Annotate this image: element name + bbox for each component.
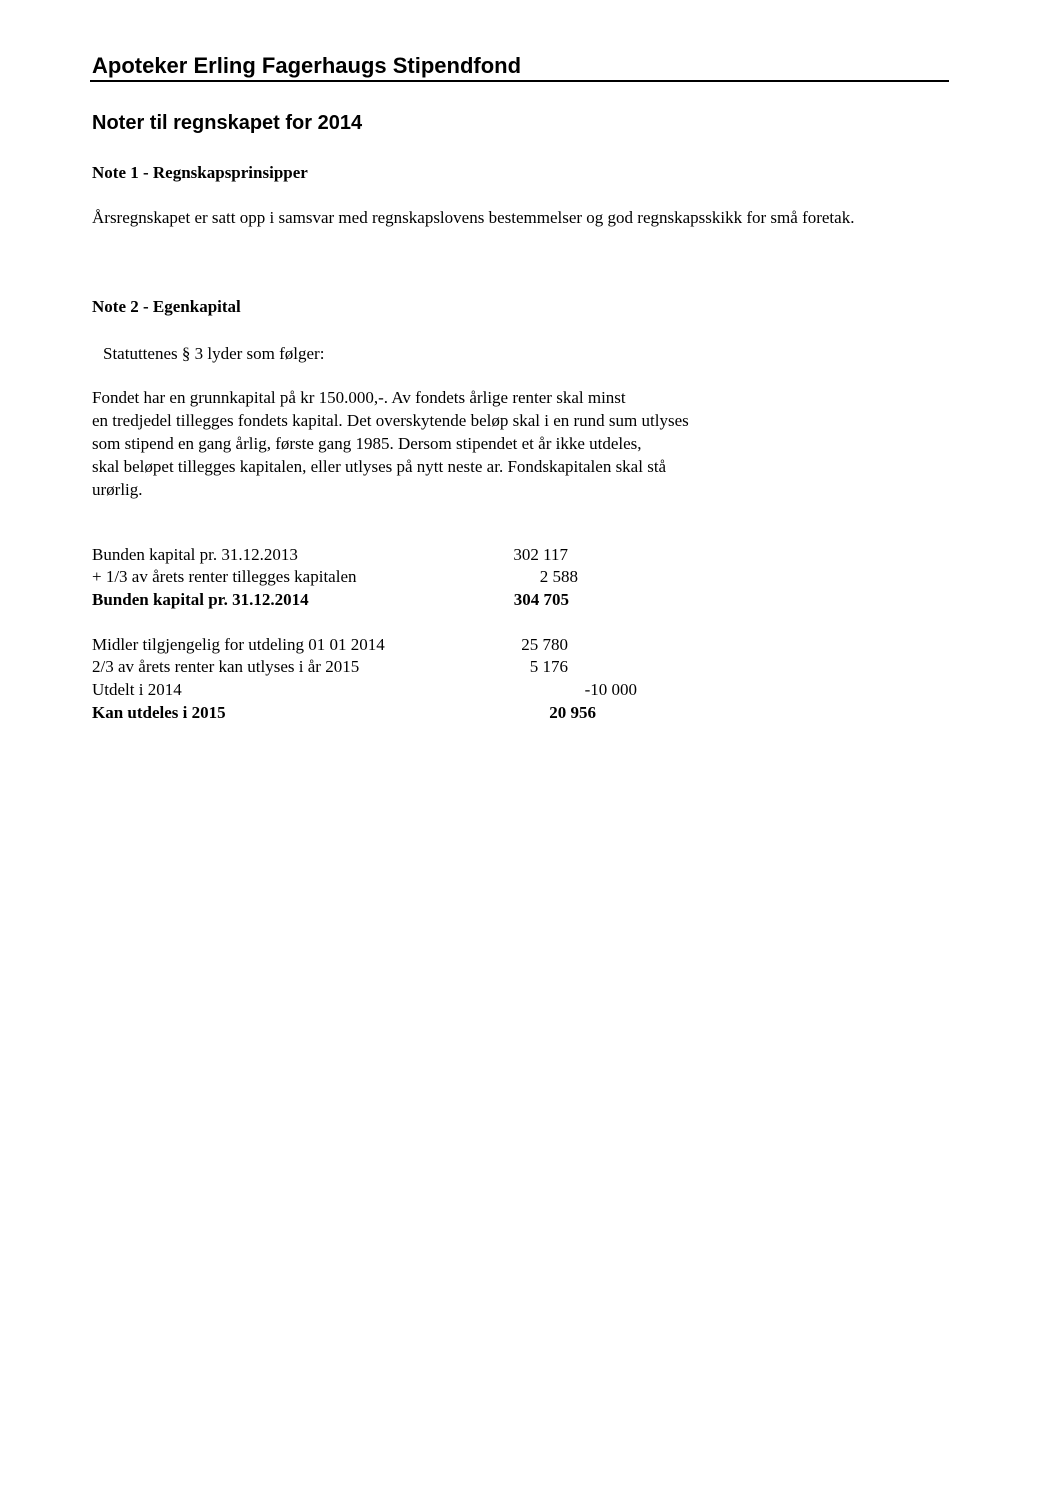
- distribution-row-label: 2/3 av årets renter kan utlyses i år 2015: [92, 657, 360, 676]
- capital-total-value: 304 705: [513, 590, 569, 609]
- distribution-total-value: 20 956: [549, 703, 596, 722]
- distribution-row-label: Midler tilgjengelig for utdeling 01 01 2014: [92, 635, 385, 654]
- capital-row-label: Bunden kapital pr. 31.12.2013: [92, 545, 298, 564]
- statute-line: skal beløpet tillegges kapitalen, eller utlyses på nytt neste ar. Fondskapitalen skal stå: [92, 457, 667, 476]
- note2-heading: Note 2 - Egenkapital: [92, 297, 241, 316]
- organization-title: Apoteker Erling Fagerhaugs Stipendfond: [92, 53, 522, 78]
- statute-line: en tredjedel tillegges fondets kapital. Det overskytende beløp skal i en rund sum utlyses: [92, 411, 689, 430]
- statute-line: Fondet har en grunnkapital på kr 150.000,-. Av fondets årlige renter skal minst: [92, 388, 626, 407]
- capital-row-value: 2 588: [539, 567, 578, 586]
- distribution-row-label: Utdelt i 2014: [92, 680, 182, 699]
- distribution-row-value: 5 176: [529, 657, 568, 676]
- note1-paragraph: Årsregnskapet er satt opp i samsvar med regnskapslovens bestemmelser og god regnskapsskikk for små foretak.: [92, 208, 855, 227]
- distribution-total-label: Kan utdeles i 2015: [92, 703, 226, 722]
- distribution-row-value: -10 000: [584, 680, 637, 699]
- capital-total-label: Bunden kapital pr. 31.12.2014: [92, 590, 309, 609]
- capital-row-value: 302 117: [513, 545, 568, 564]
- statute-line: som stipend en gang årlig, første gang 1985. Dersom stipendet et år ikke utdeles,: [92, 434, 642, 453]
- header-divider: [90, 80, 949, 82]
- page-title: Noter til regnskapet for 2014: [92, 112, 363, 134]
- statute-line: urørlig.: [92, 480, 143, 499]
- capital-row-label: + 1/3 av årets renter tillegges kapitalen: [92, 567, 357, 586]
- statute-paragraph: [92, 386, 689, 501]
- statute-intro: Statuttenes § 3 lyder som følger:: [103, 344, 325, 363]
- note1-heading: Note 1 - Regnskapsprinsipper: [92, 163, 308, 182]
- distribution-row-value: 25 780: [521, 635, 568, 654]
